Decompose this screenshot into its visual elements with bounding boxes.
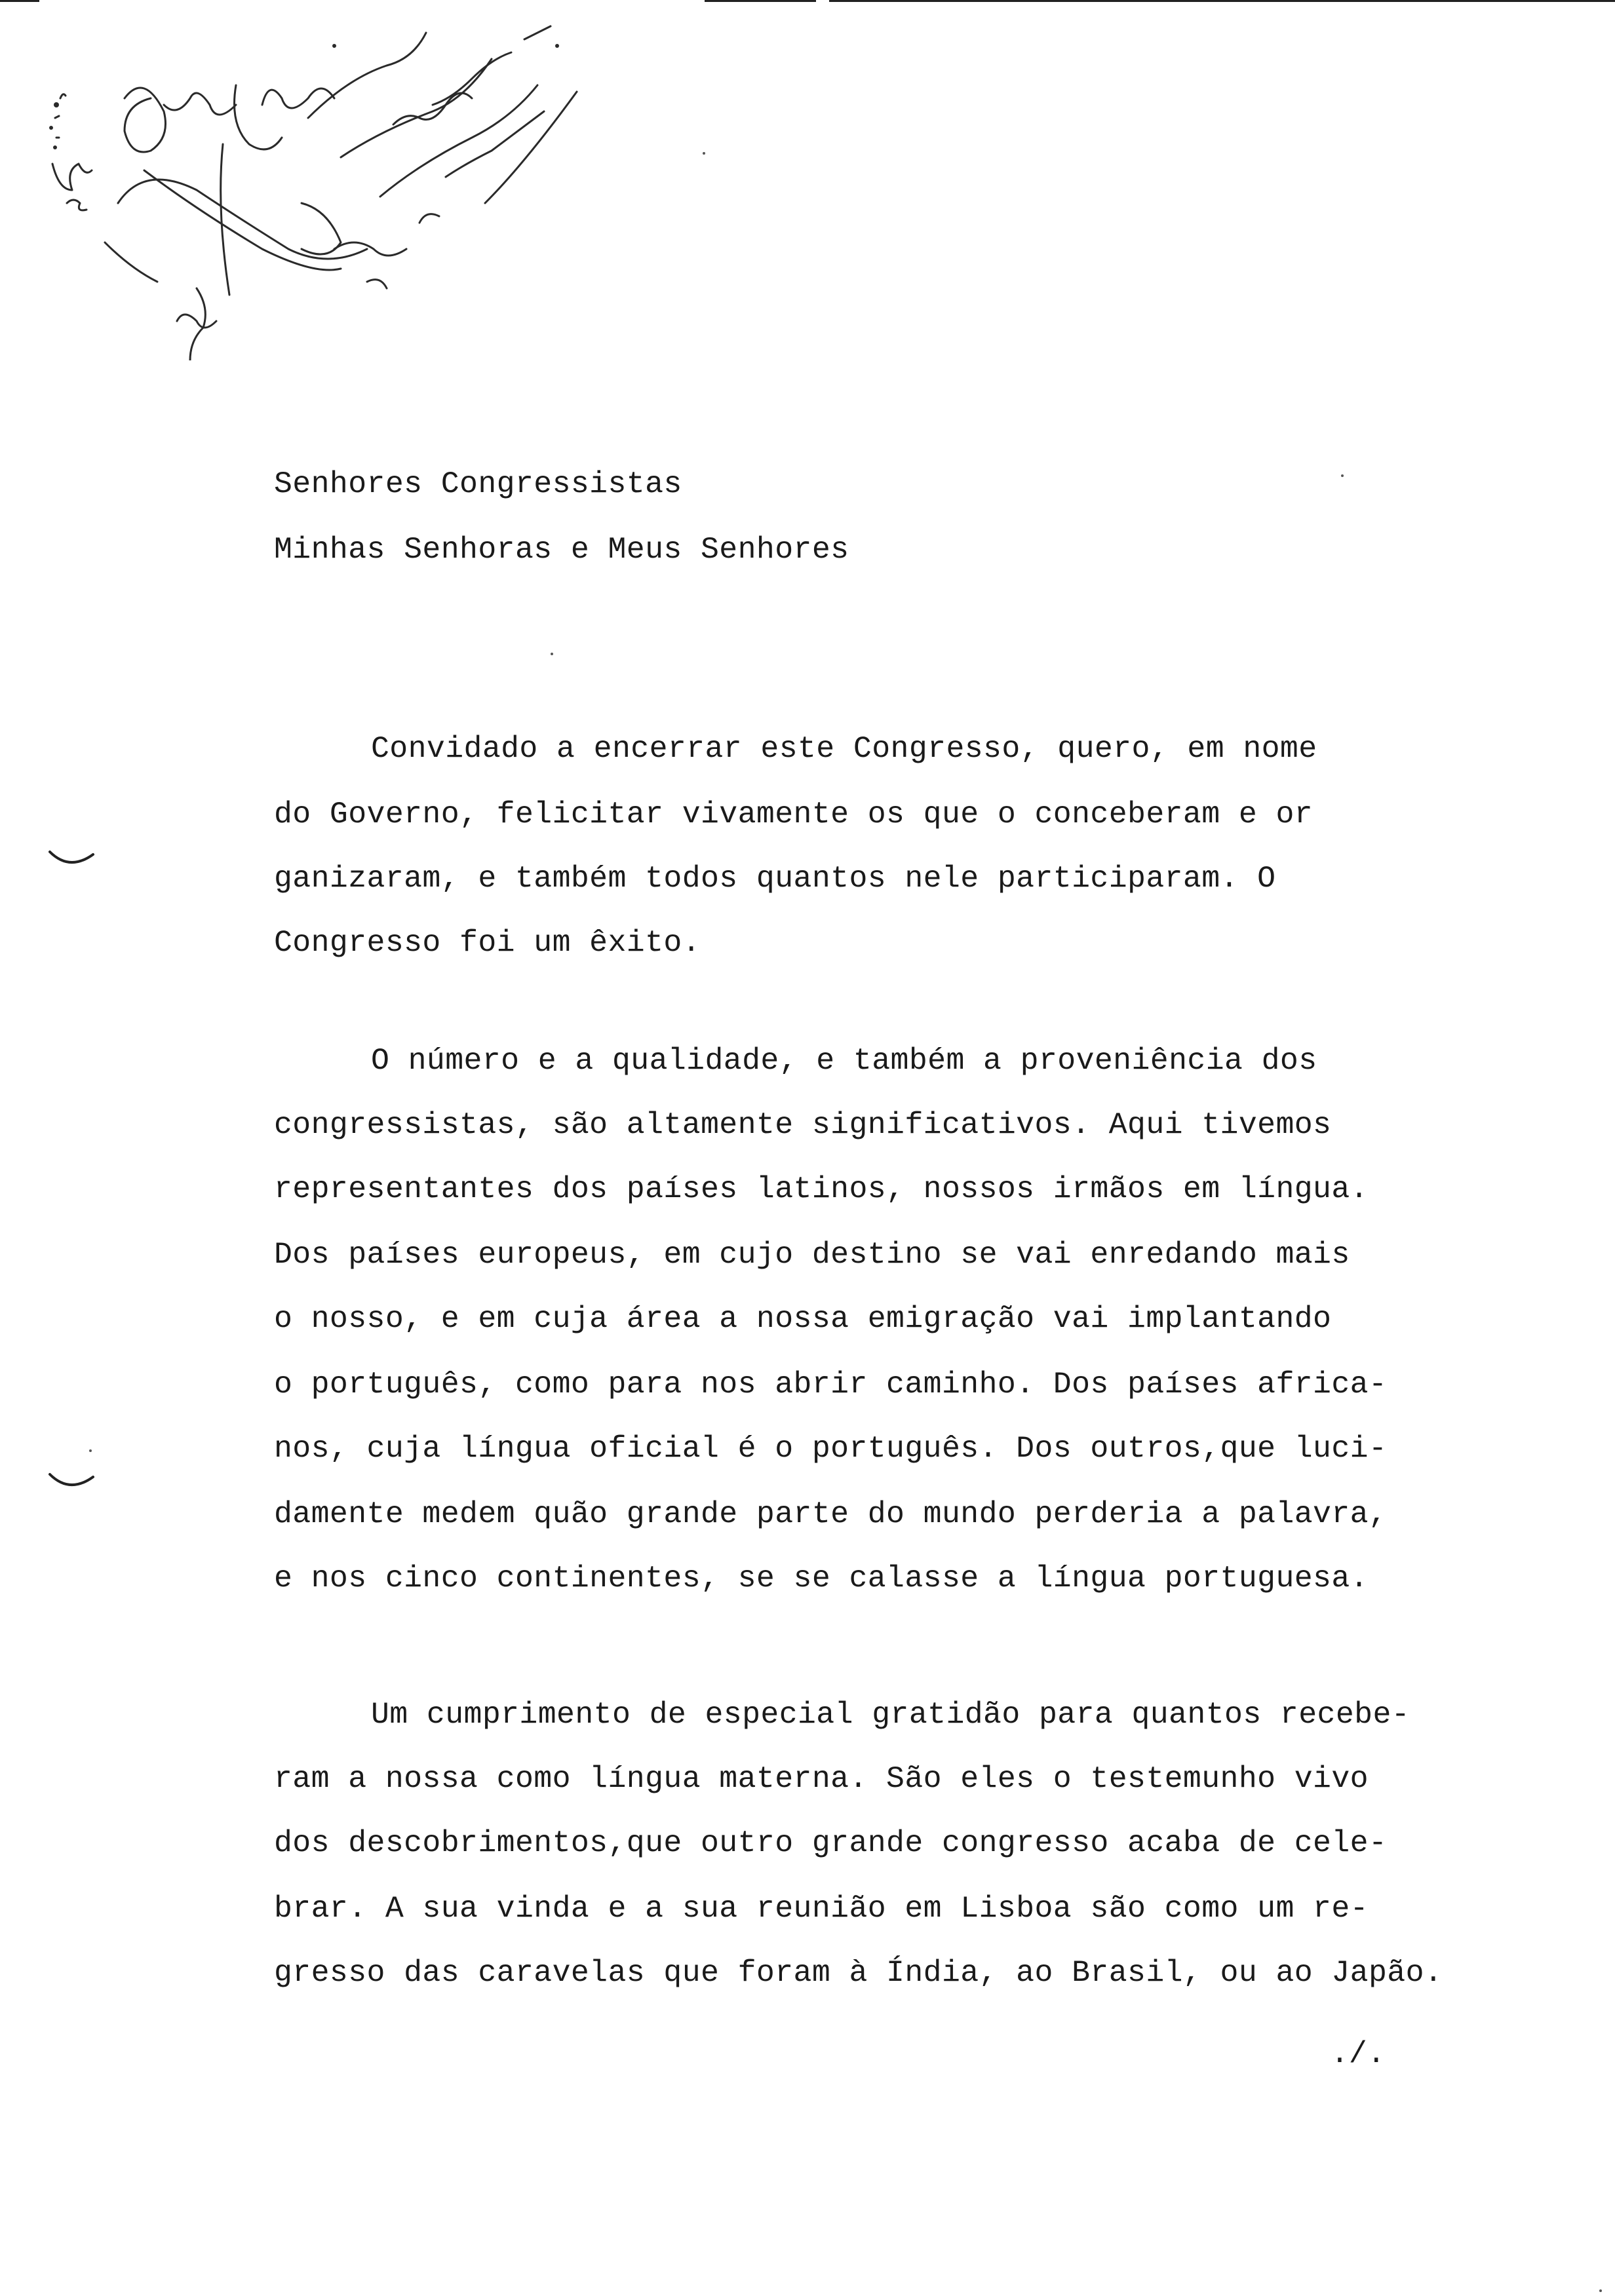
paragraph-line: gresso das caravelas que foram à Índia, ao Brasil, ou ao Japão. — [274, 1955, 1443, 1990]
top-rule-middle — [705, 0, 816, 2]
paragraph-line: Congresso foi um êxito. — [274, 925, 701, 960]
paragraph-3 — [274, 1697, 1519, 1990]
paragraph-line: o português, como para nos abrir caminho. Dos países africa- — [274, 1367, 1388, 1402]
paragraph-line: representantes dos países latinos, nossos irmãos em língua. — [274, 1172, 1369, 1206]
paragraph-line: ram a nossa como língua materna. São eles o testemunho vivo — [274, 1761, 1369, 1796]
paragraph-line: do Governo, felicitar vivamente os que o conceberam e or — [274, 797, 1313, 832]
speck — [89, 1449, 92, 1452]
top-rule-left — [0, 0, 39, 2]
continuation-mark: ./. — [1331, 2037, 1386, 2071]
paragraph-2 — [274, 1043, 1519, 1596]
paragraph-line: Um cumprimento de especial gratidão para quantos recebe- — [371, 1697, 1411, 1732]
paragraph-line: ganizaram, e também todos quantos nele participaram. O — [274, 861, 1276, 896]
speck — [1599, 2289, 1602, 2292]
paragraph-line: nos, cuja língua oficial é o português. Dos outros,que luci- — [274, 1431, 1388, 1466]
paragraph-line: brar. A sua vinda e a sua reunião em Lisboa são como um re- — [274, 1891, 1369, 1926]
speck — [703, 152, 705, 155]
salutation-line-2: Minhas Senhoras e Meus Senhores — [274, 532, 849, 567]
paragraph-line: e nos cinco continentes, se se calasse a língua portuguesa. — [274, 1561, 1369, 1596]
punch-hole-mark-icon — [46, 845, 98, 871]
speck — [1341, 474, 1344, 477]
paragraph-line: Dos países europeus, em cujo destino se vai enredando mais — [274, 1237, 1350, 1272]
paragraph-line: dos descobrimentos,que outro grande congresso acaba de cele- — [274, 1826, 1388, 1860]
salutation-line-1: Senhores Congressistas — [274, 467, 682, 501]
salutation — [274, 467, 1519, 605]
top-rule-right — [829, 0, 1615, 2]
handwritten-annotation-icon — [26, 7, 590, 360]
paragraph-line: o nosso, e em cuja área a nossa emigração vai implantando — [274, 1301, 1332, 1336]
paragraph-line: O número e a qualidade, e também a proveniência dos — [371, 1043, 1317, 1078]
paragraph-1 — [274, 731, 1519, 960]
paragraph-line: damente medem quão grande parte do mundo perderia a palavra, — [274, 1497, 1388, 1531]
punch-hole-mark-icon — [46, 1468, 98, 1494]
paragraph-line: Convidado a encerrar este Congresso, quero, em nome — [371, 731, 1317, 766]
speck — [551, 653, 553, 655]
paragraph-line: congressistas, são altamente significativos. Aqui tivemos — [274, 1107, 1332, 1142]
